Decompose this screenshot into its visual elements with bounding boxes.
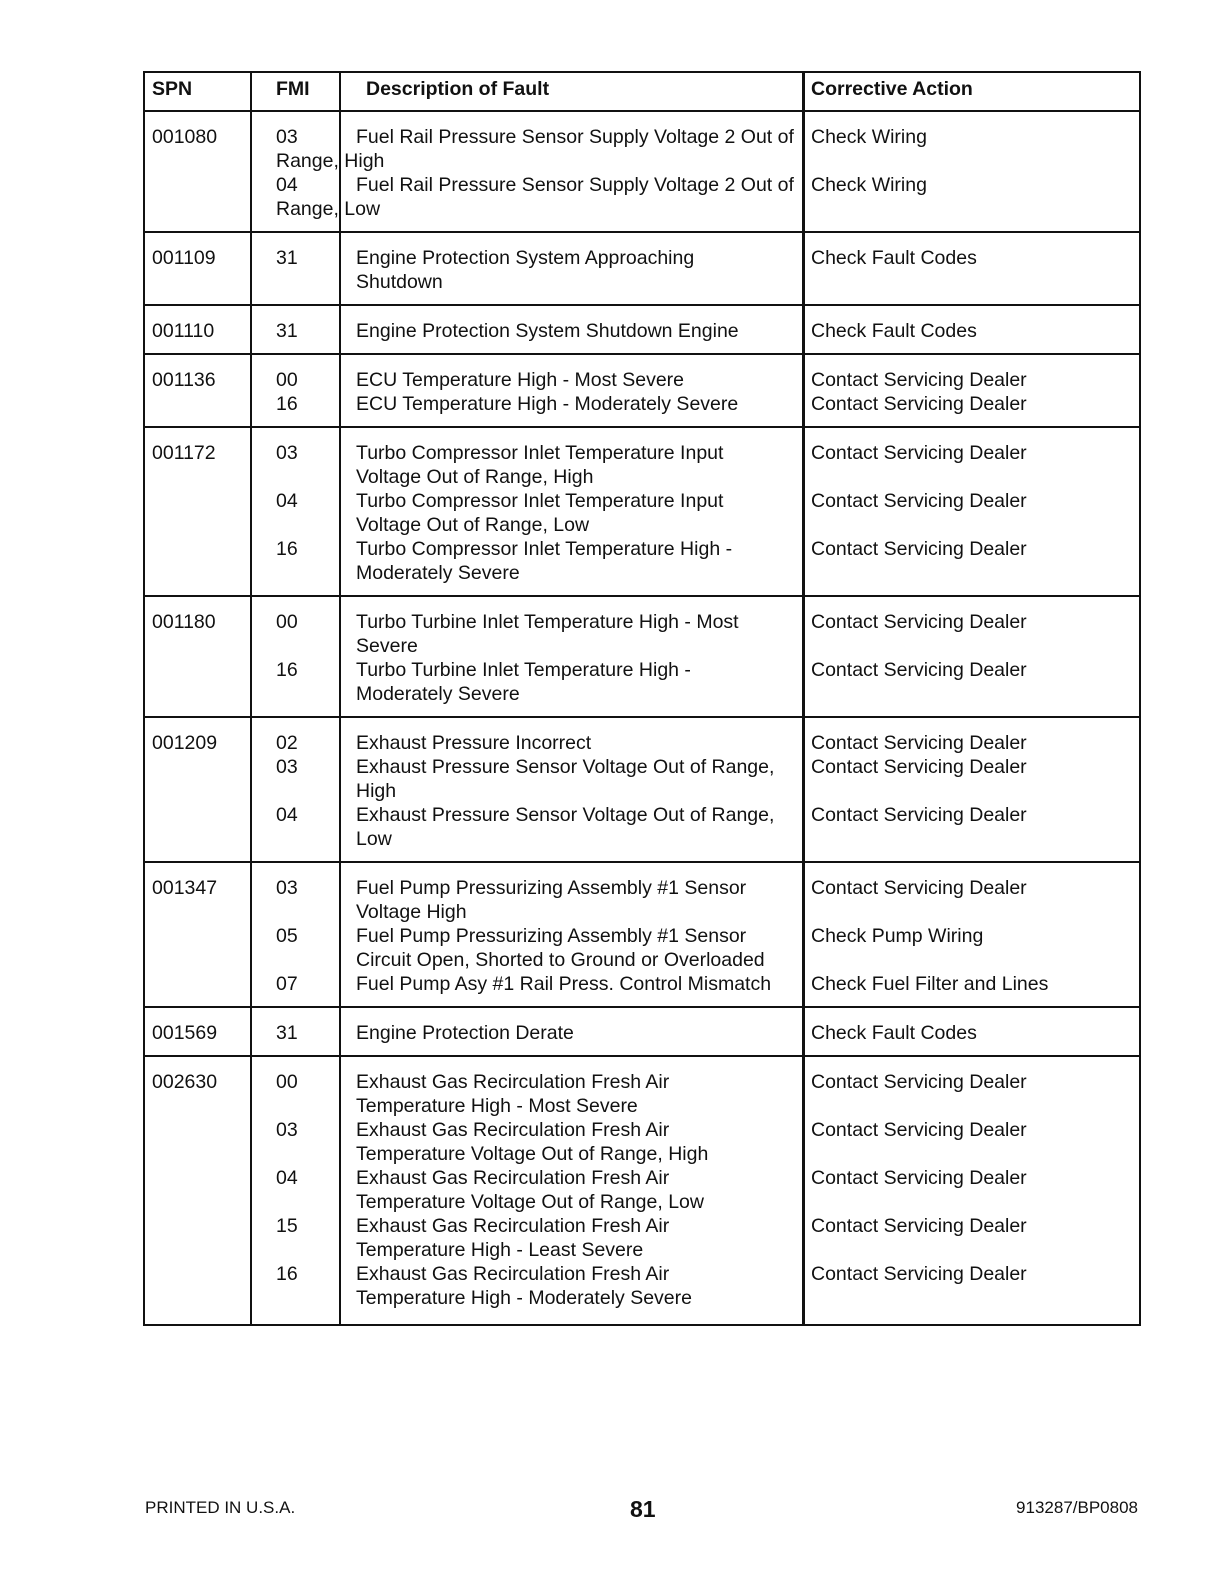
fmi-cell: 16 [276, 659, 298, 681]
spn-cell: 001180 [152, 611, 216, 633]
spn-cell: 001080 [152, 126, 218, 148]
description-cell: Turbo Compressor Inlet Temperature High - Moderately Severe [356, 538, 733, 584]
spn-cell: 001347 [152, 877, 218, 899]
table-row [145, 306, 1139, 355]
fault-entry [145, 319, 1139, 343]
fmi-cell: 31 [276, 247, 298, 269]
fault-entry [145, 1118, 1139, 1166]
description-cell: Exhaust Pressure Sensor Voltage Out of Range, Low [356, 804, 775, 850]
description-cell: Engine Protection System Approaching Shutdown [356, 247, 695, 293]
fmi-cell: 16 [276, 1263, 298, 1285]
spn-cell: 001569 [152, 1022, 218, 1044]
fmi-cell: 00 [276, 369, 298, 391]
spn-cell: 001136 [152, 369, 216, 391]
fmi-cell: 31 [276, 1022, 298, 1044]
header-spn: SPN [152, 78, 193, 100]
fault-entry [145, 368, 1139, 392]
fmi-cell: 03 [276, 877, 298, 899]
action-cell: Contact Servicing Dealer [811, 1215, 1027, 1237]
fmi-cell: 15 [276, 1215, 298, 1237]
action-cell: Check Fuel Filter and Lines [811, 973, 1049, 995]
fault-entry [145, 1166, 1139, 1214]
description-cell: Fuel Pump Pressurizing Assembly #1 Sensor Circuit Open, Shorted to Ground or Overloaded [356, 925, 765, 971]
description-cell: Exhaust Gas Recirculation Fresh Air Temperature High - Moderately Severe [356, 1263, 692, 1309]
action-cell: Contact Servicing Dealer [811, 1119, 1027, 1141]
fault-entry [145, 1021, 1139, 1045]
table-row [145, 355, 1139, 428]
fmi-cell: 03 [276, 126, 298, 148]
description-cell: Exhaust Gas Recirculation Fresh Air Temperature High - Most Severe [356, 1071, 670, 1117]
document-code: 913287/BP0808 [1016, 1498, 1138, 1517]
fault-entry [145, 1262, 1139, 1310]
action-cell: Contact Servicing Dealer [811, 369, 1027, 391]
action-cell: Contact Servicing Dealer [811, 756, 1027, 778]
fault-entry [145, 972, 1139, 996]
action-cell: Contact Servicing Dealer [811, 611, 1027, 633]
spn-cell: 001109 [152, 247, 216, 269]
table-row [145, 597, 1139, 718]
fmi-cell: 03 [276, 442, 298, 464]
description-cell: ECU Temperature High - Moderately Severe [356, 393, 739, 415]
description-cell: Fuel Rail Pressure Sensor Supply Voltage 2 Out of Range, High [276, 126, 794, 172]
fault-entry [145, 173, 1139, 221]
description-cell: Engine Protection Derate [356, 1022, 574, 1044]
action-cell: Contact Servicing Dealer [811, 659, 1027, 681]
action-cell: Contact Servicing Dealer [811, 732, 1027, 754]
fault-entry [145, 658, 1139, 706]
action-cell: Contact Servicing Dealer [811, 1263, 1027, 1285]
fmi-cell: 05 [276, 925, 298, 947]
table-header [145, 73, 1139, 112]
header-fmi: FMI [276, 78, 310, 100]
spn-cell: 001110 [152, 320, 215, 342]
fmi-cell: 31 [276, 320, 298, 342]
description-cell: Engine Protection System Shutdown Engine [356, 320, 739, 342]
action-cell: Check Fault Codes [811, 247, 977, 269]
fault-entry [145, 924, 1139, 972]
action-cell: Contact Servicing Dealer [811, 1167, 1027, 1189]
fmi-cell: 04 [276, 174, 298, 196]
fault-entry [145, 610, 1139, 658]
fmi-cell: 03 [276, 756, 298, 778]
description-cell: Turbo Compressor Inlet Temperature Input Voltage Out of Range, High [356, 442, 724, 488]
table-row [145, 1057, 1139, 1324]
description-cell: Turbo Turbine Inlet Temperature High - Moderately Severe [356, 659, 691, 705]
fault-entry [145, 876, 1139, 924]
fmi-cell: 00 [276, 611, 298, 633]
table-row [145, 233, 1139, 306]
description-cell: Turbo Turbine Inlet Temperature High - Most Severe [356, 611, 739, 657]
fault-entry [145, 441, 1139, 489]
action-cell: Check Pump Wiring [811, 925, 984, 947]
action-cell: Check Wiring [811, 174, 927, 196]
action-cell: Contact Servicing Dealer [811, 393, 1027, 415]
description-cell: Fuel Pump Pressurizing Assembly #1 Sensor Voltage High [356, 877, 747, 923]
fault-entry [145, 125, 1139, 173]
description-cell: Exhaust Gas Recirculation Fresh Air Temperature High - Least Severe [356, 1215, 670, 1261]
fmi-cell: 16 [276, 538, 298, 560]
table-row [145, 863, 1139, 1008]
table-row [145, 1008, 1139, 1057]
fault-entry [145, 731, 1139, 755]
action-cell: Contact Servicing Dealer [811, 1071, 1027, 1093]
action-cell: Contact Servicing Dealer [811, 442, 1027, 464]
page-number: 81 [630, 1496, 656, 1522]
fault-entry [145, 246, 1139, 294]
fmi-cell: 03 [276, 1119, 298, 1141]
description-cell: Exhaust Gas Recirculation Fresh Air Temperature Voltage Out of Range, High [356, 1119, 709, 1165]
fault-entry [145, 1214, 1139, 1262]
spn-cell: 001172 [152, 442, 216, 464]
fmi-cell: 07 [276, 973, 298, 995]
table-row [145, 112, 1139, 233]
fault-code-table [143, 71, 1141, 1326]
description-cell: Exhaust Gas Recirculation Fresh Air Temperature Voltage Out of Range, Low [356, 1167, 704, 1213]
action-cell: Check Wiring [811, 126, 927, 148]
action-cell: Check Fault Codes [811, 320, 977, 342]
description-cell: Exhaust Pressure Incorrect [356, 732, 592, 754]
fmi-cell: 04 [276, 490, 298, 512]
header-description: Description of Fault [366, 78, 550, 100]
table-row [145, 428, 1139, 597]
fault-entry [145, 489, 1139, 537]
action-cell: Check Fault Codes [811, 1022, 977, 1044]
spn-cell: 002630 [152, 1071, 218, 1093]
description-cell: Turbo Compressor Inlet Temperature Input Voltage Out of Range, Low [356, 490, 724, 536]
spn-cell: 001209 [152, 732, 218, 754]
fmi-cell: 02 [276, 732, 298, 754]
fault-entry [145, 755, 1139, 803]
fault-entry [145, 803, 1139, 851]
action-cell: Contact Servicing Dealer [811, 804, 1027, 826]
header-corrective-action: Corrective Action [811, 78, 973, 100]
action-cell: Contact Servicing Dealer [811, 877, 1027, 899]
description-cell: Exhaust Pressure Sensor Voltage Out of Range, High [356, 756, 775, 802]
fmi-cell: 00 [276, 1071, 298, 1093]
description-cell: Fuel Pump Asy #1 Rail Press. Control Mismatch [356, 973, 772, 995]
fmi-cell: 04 [276, 1167, 298, 1189]
fault-entry [145, 1070, 1139, 1118]
table-row [145, 718, 1139, 863]
action-cell: Contact Servicing Dealer [811, 490, 1027, 512]
fault-entry [145, 392, 1139, 416]
action-cell: Contact Servicing Dealer [811, 538, 1027, 560]
fmi-cell: 16 [276, 393, 298, 415]
footer-printed-in: PRINTED IN U.S.A. [145, 1498, 296, 1517]
description-cell: Fuel Rail Pressure Sensor Supply Voltage 2 Out of Range, Low [276, 174, 794, 220]
description-cell: ECU Temperature High - Most Severe [356, 369, 685, 391]
fault-entry [145, 537, 1139, 585]
fmi-cell: 04 [276, 804, 298, 826]
